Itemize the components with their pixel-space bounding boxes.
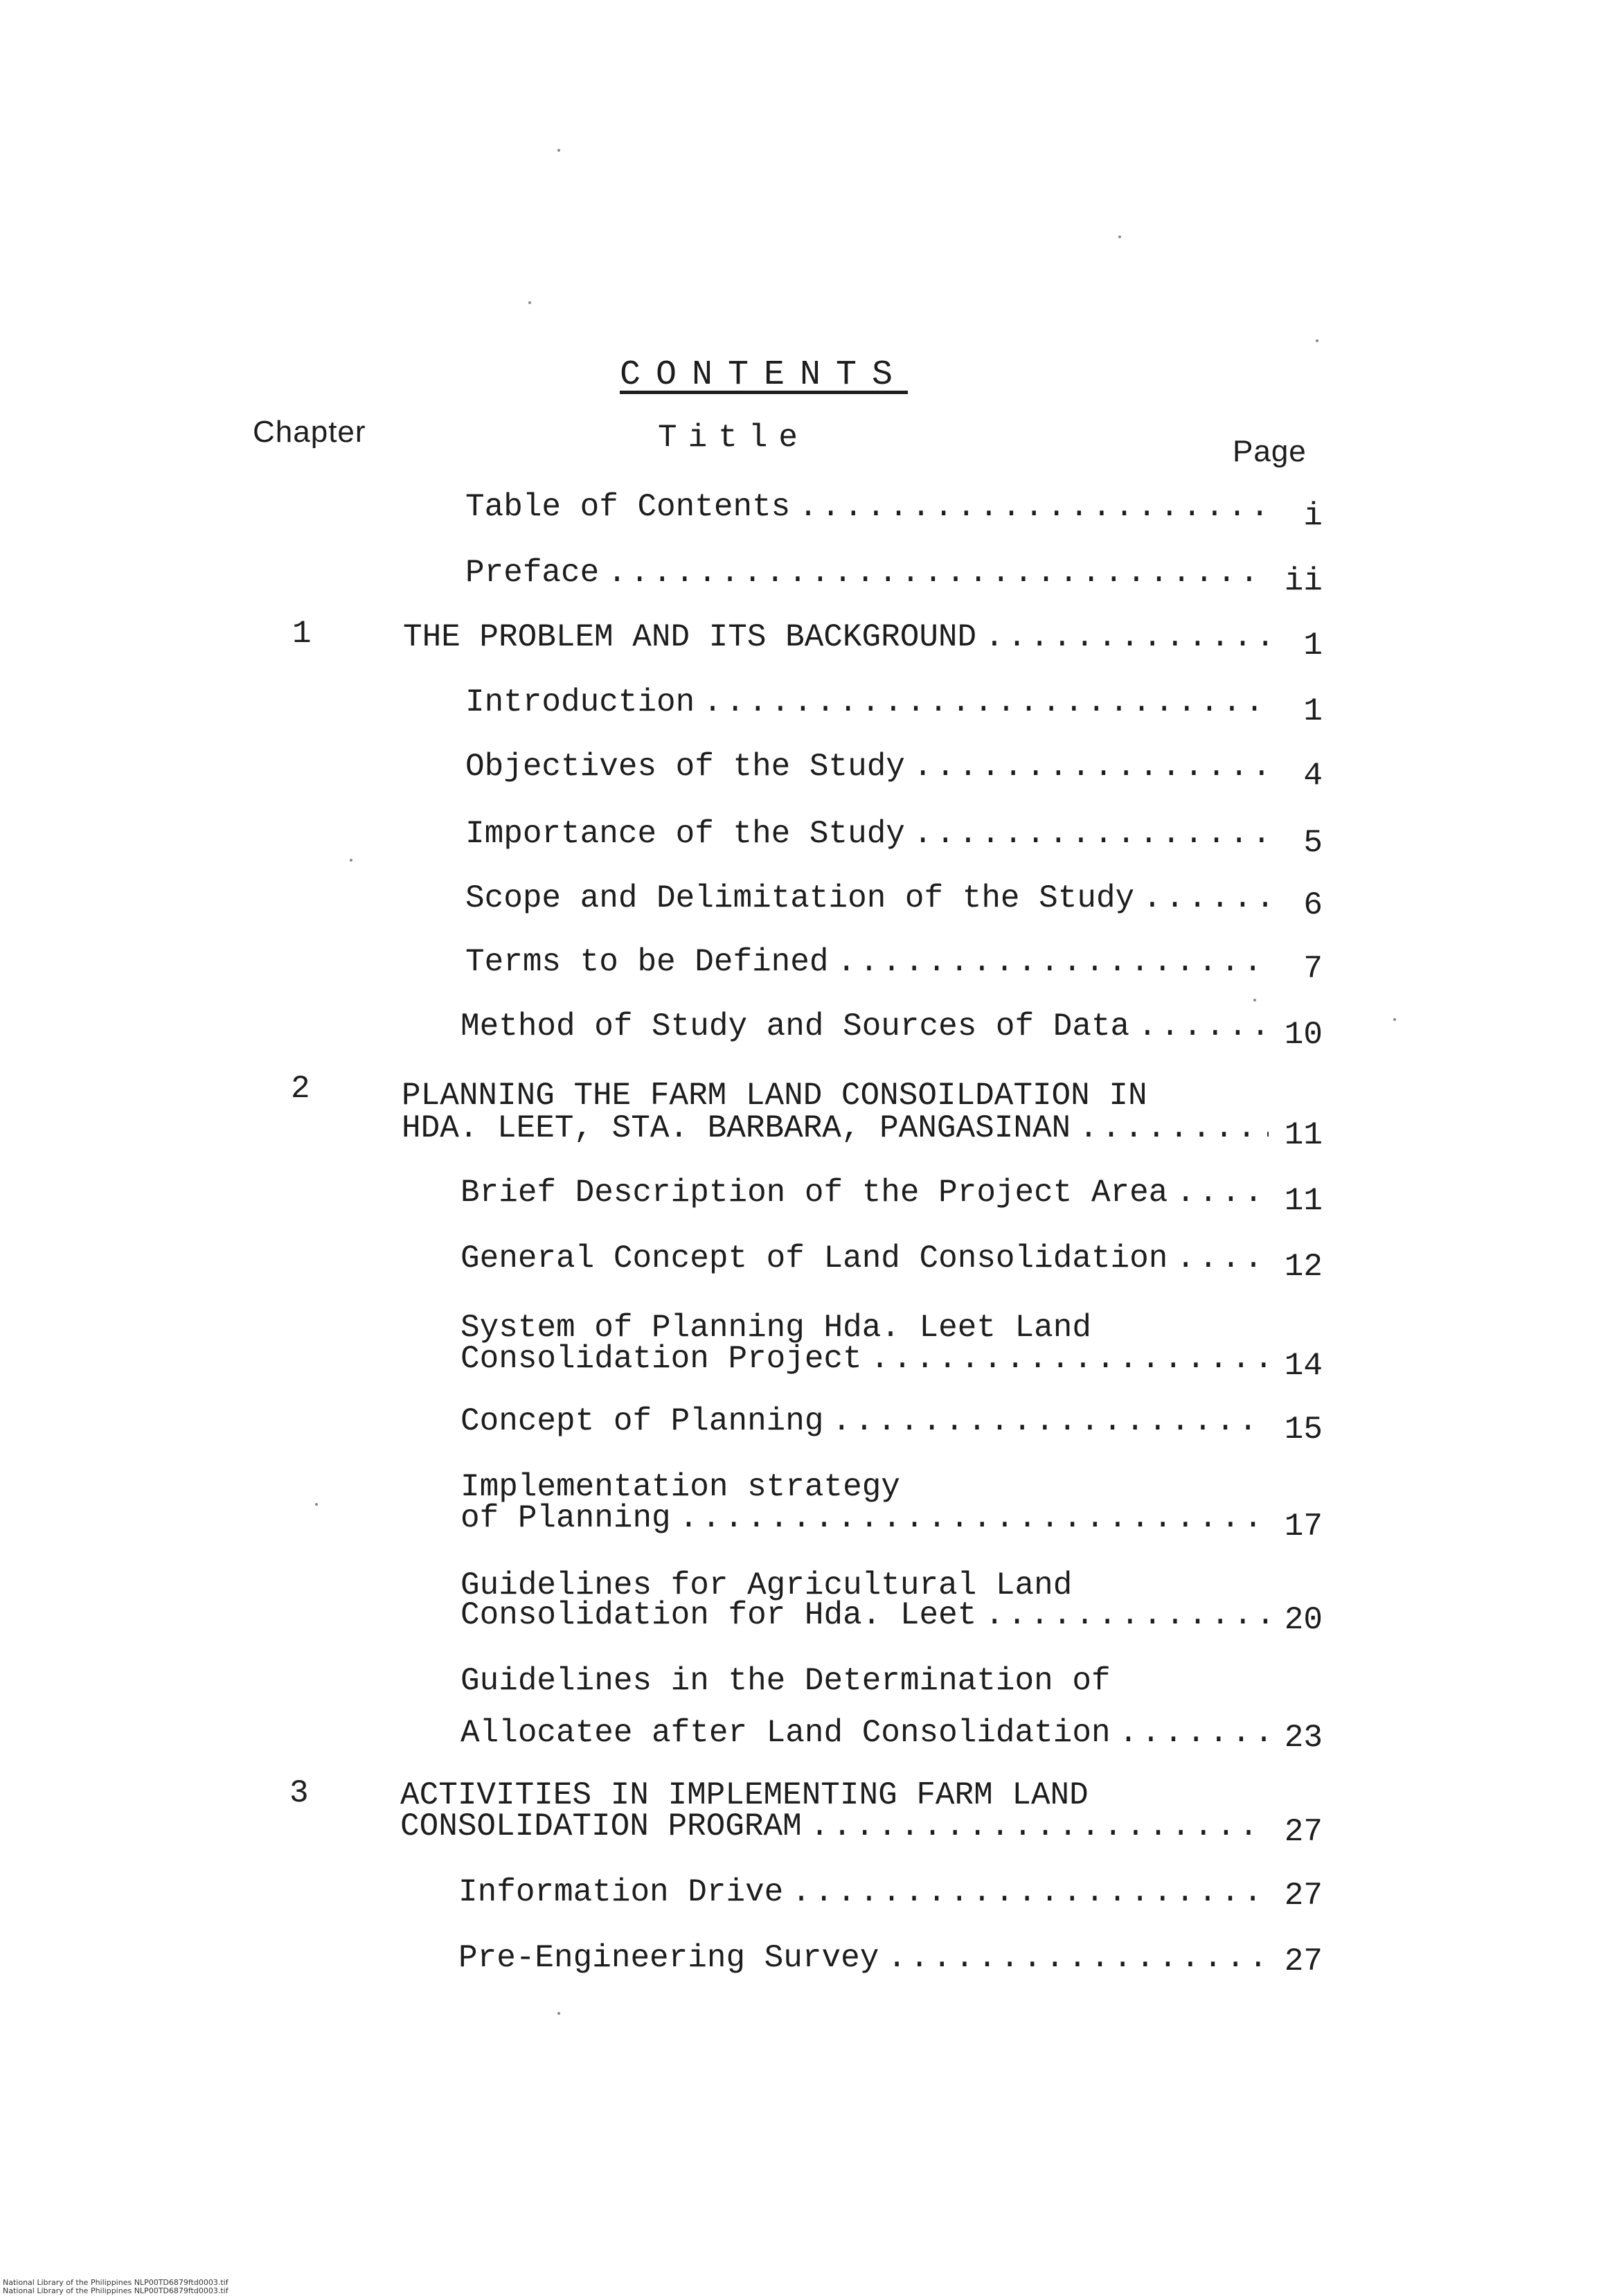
toc-entry-concept-of-planning: [460, 1403, 1269, 1440]
entry-label-line-1: Guidelines for Agricultural Land: [460, 1567, 1073, 1603]
page-number: ii: [1284, 563, 1323, 599]
entry-label-line-2: Consolidation for Hda. Leet: [460, 1597, 977, 1633]
scan-speck: [557, 149, 560, 152]
chapter-number: 1: [292, 616, 312, 652]
dot-leader: [810, 1808, 1269, 1845]
entry-label: Scope and Delimitation of the Study: [465, 880, 1135, 916]
toc-entry-pre-engineering-survey: [458, 1939, 1269, 1977]
page-number: 14: [1284, 1348, 1323, 1384]
entry-label-line-1: PLANNING THE FARM LAND CONSOILDATION IN: [402, 1078, 1147, 1114]
page-number: 7: [1303, 951, 1323, 987]
title-column-header: Title: [658, 420, 810, 456]
page-number: 27: [1284, 1814, 1323, 1850]
entry-label: Objectives of the Study: [465, 749, 905, 785]
dot-leader: [832, 1403, 1269, 1440]
page-number: i: [1303, 498, 1323, 534]
page-number: 17: [1284, 1509, 1323, 1545]
entry-label-line-2: of Planning: [460, 1500, 671, 1536]
toc-entry-chapter-2: [402, 1110, 1269, 1147]
dot-leader: [607, 554, 1269, 591]
footer-line-1: National Library of the Philippines NLP00TD6879ftd0003.tif: [3, 2278, 229, 2287]
scan-speck: [557, 2012, 560, 2015]
toc-entry-chapter-3: [400, 1808, 1269, 1845]
dot-leader: [679, 1499, 1269, 1537]
toc-entry-guidelines-agricultural: [460, 1596, 1269, 1634]
entry-label-line-1: ACTIVITIES IN IMPLEMENTING FARM LAND: [400, 1777, 1089, 1813]
entry-label: Method of Study and Sources of Data: [460, 1008, 1130, 1044]
page-number: 1: [1303, 628, 1323, 664]
page-number: 4: [1303, 758, 1323, 794]
entry-label: Information Drive: [458, 1874, 784, 1910]
scan-speck: [315, 1503, 318, 1506]
toc-entry-implementation-strategy: [460, 1499, 1269, 1537]
entry-label-line-2: Consolidation Project: [460, 1341, 862, 1377]
toc-entry-scope: [465, 880, 1269, 917]
entry-label: Introduction: [465, 684, 695, 720]
entry-label: Table of Contents: [465, 489, 791, 525]
chapter-number: 3: [289, 1775, 309, 1811]
dot-leader: [1079, 1110, 1269, 1147]
scan-speck: [350, 859, 352, 862]
entry-label-line-1: System of Planning Hda. Leet Land: [460, 1310, 1091, 1346]
entry-label: Brief Description of the Project Area: [460, 1175, 1168, 1211]
entry-label-line-1: Implementation strategy: [460, 1469, 900, 1505]
toc-entry-importance: [465, 815, 1269, 853]
toc-entry-general-concept: [460, 1240, 1269, 1277]
toc-entry-introduction: [465, 684, 1269, 721]
scan-speck: [1393, 1018, 1396, 1021]
dot-leader: [791, 1874, 1269, 1911]
dot-leader: [887, 1939, 1269, 1977]
dot-leader: [798, 488, 1269, 526]
page-number: 20: [1284, 1602, 1323, 1638]
dot-leader: [703, 684, 1269, 721]
page-number: 12: [1284, 1249, 1323, 1285]
page-number: 27: [1284, 1943, 1323, 1979]
entry-label: General Concept of Land Consolidation: [460, 1240, 1168, 1276]
toc-entry-information-drive: [458, 1874, 1269, 1911]
entry-label-line-2: HDA. LEET, STA. BARBARA, PANGASINAN: [402, 1110, 1071, 1146]
dot-leader: [913, 748, 1269, 785]
toc-entry-terms: [465, 943, 1269, 981]
toc-entry-brief-description: [460, 1174, 1269, 1211]
toc-entry-guidelines-determination: [460, 1714, 1269, 1752]
toc-entry-chapter-1: [403, 619, 1269, 656]
toc-entry-method: [460, 1008, 1269, 1045]
page-number: 11: [1284, 1183, 1323, 1219]
entry-label: Concept of Planning: [460, 1403, 824, 1439]
scan-speck: [1316, 339, 1318, 342]
chapter-number: 2: [291, 1071, 310, 1107]
page-column-header: Page: [1233, 434, 1307, 468]
contents-heading: CONTENTS: [620, 355, 909, 395]
dot-leader: [985, 1596, 1269, 1634]
entry-label: Importance of the Study: [465, 816, 905, 852]
entry-label: Terms to be Defined: [465, 944, 829, 980]
chapter-column-header: Chapter: [253, 415, 366, 449]
page-number: 6: [1303, 887, 1323, 923]
dot-leader: [870, 1340, 1269, 1378]
dot-leader: [985, 619, 1269, 656]
page-number: 10: [1284, 1017, 1323, 1053]
page-number: 23: [1284, 1720, 1323, 1756]
toc-entry-system-of-planning: [460, 1340, 1269, 1378]
scan-speck: [1118, 235, 1121, 238]
scan-speck: [1253, 999, 1256, 1002]
page-number: 27: [1284, 1878, 1323, 1914]
page-number: 11: [1284, 1117, 1323, 1153]
page-number: 15: [1284, 1412, 1323, 1448]
dot-leader: [837, 943, 1269, 981]
dot-leader: [913, 815, 1269, 853]
page-number: 5: [1303, 825, 1323, 861]
entry-label-line-2: CONSOLIDATION PROGRAM: [400, 1808, 802, 1844]
footer-line-2: National Library of the Philippines NLP00TD6879ftd0003.tif: [3, 2286, 229, 2295]
toc-entry-table-of-contents: [465, 488, 1269, 526]
entry-label: Preface: [465, 555, 600, 591]
scan-speck: [528, 301, 531, 304]
entry-label: Pre-Engineering Survey: [458, 1940, 879, 1976]
entry-label-line-2: Allocatee after Land Consolidation: [460, 1715, 1111, 1751]
toc-entry-objectives: [465, 748, 1269, 785]
page-number: 1: [1303, 693, 1323, 729]
entry-label: THE PROBLEM AND ITS BACKGROUND: [403, 619, 977, 655]
entry-label-line-1: Guidelines in the Determination of: [460, 1663, 1111, 1699]
toc-entry-preface: [465, 554, 1269, 591]
